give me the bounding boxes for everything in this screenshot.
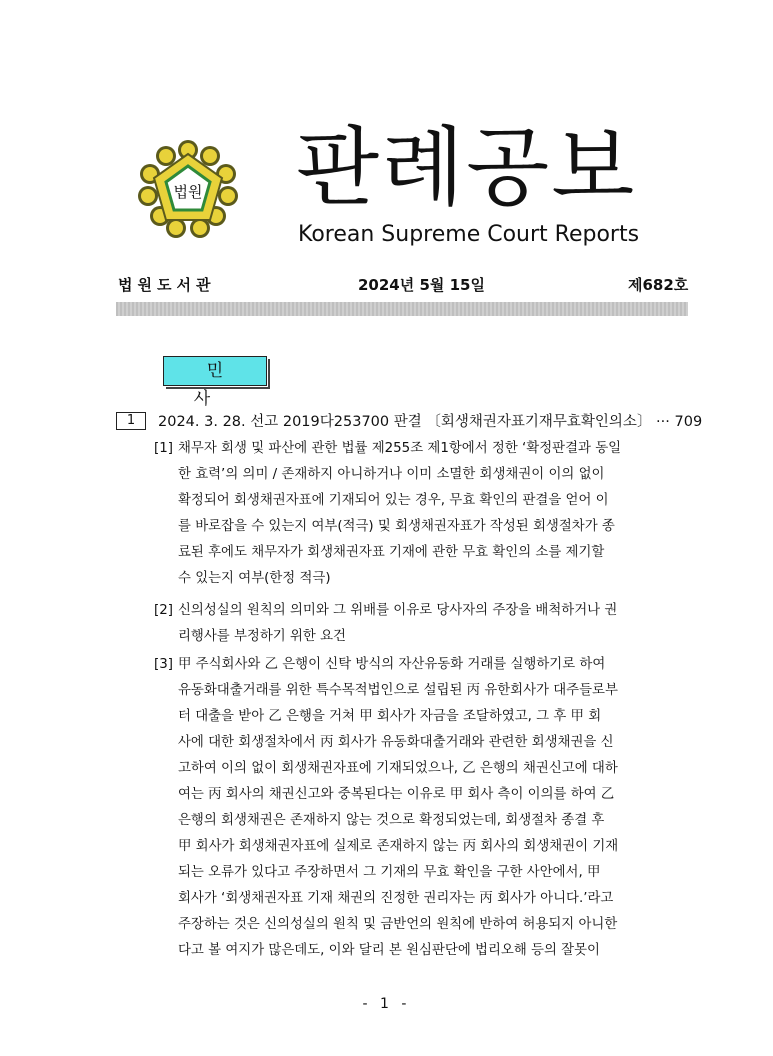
publication-date: 2024년 5월 15일 [358,276,485,294]
case-number-box: 1 [116,412,146,430]
issue-line: 甲 회사가 회생채권자표에 실제로 존재하지 않는 丙 회사의 회생채권이 기재 [178,839,619,854]
issue-line: 여는 丙 회사의 채권신고와 중복된다는 이유로 甲 회사 측이 이의를 하여 乙 [178,787,615,802]
issue-line: 유동화대출거래를 위한 특수목적법인으로 설립된 丙 유한회사가 대주들로부 [178,683,618,698]
issue-marker: [1] [154,441,173,456]
issue-line: 리행사를 부정하기 위한 요건 [178,629,346,644]
issue-line: 회사가 ‘회생채권자표 기재 채권의 진정한 권리자는 丙 회사가 아니다.’라고 [178,891,614,906]
issue-item-2 [154,598,694,650]
issue-number: 제682호 [628,276,689,294]
issue-line: 신의성실의 원칙의 의미와 그 위배를 이유로 당사자의 주장을 배척하거나 권 [178,603,618,618]
issue-line: 다고 볼 여지가 많은데도, 이와 달리 본 원심판단에 법리오해 등의 잘못이 [178,943,600,958]
publication-subtitle: Korean Supreme Court Reports [298,222,640,247]
issue-line: 되는 오류가 있다고 주장하면서 그 기재의 무효 확인을 구한 사안에서, 甲 [178,865,601,880]
issue-item-1 [154,436,694,592]
issue-line: 주장하는 것은 신의성실의 원칙 및 금반언의 원칙에 반하여 허용되지 아니한 [178,917,618,932]
emblem-text: 법원 [173,183,203,201]
issue-line: 료된 후에도 채무자가 회생채권자표 기재에 관한 무효 확인의 소를 제기할 [178,545,605,560]
issue-marker: [2] [154,603,173,618]
page-number: - 1 - [362,996,411,1012]
issue-line: 수 있는지 여부(한정 적극) [178,571,331,586]
issue-line: 터 대출을 받아 乙 은행을 거쳐 甲 회사가 자금을 조달하였고, 그 후 甲 회 [178,709,602,724]
publisher-name: 법원도서관 [118,276,216,294]
issue-item-3 [154,652,694,964]
header-divider-band [116,302,688,316]
issue-line: 확정되어 회생채권자표에 기재되어 있는 경우, 무효 확인의 판결을 얻어 이 [178,493,609,508]
issue-line: 고하여 이의 없이 회생채권자표에 기재되었으나, 乙 은행의 채권신고에 대하 [178,761,618,776]
issue-marker: [3] [154,657,173,672]
issue-line: 甲 주식회사와 乙 은행이 신탁 방식의 자산유동화 거래를 실행하기로 하여 [178,657,606,672]
publication-title: 판례공보 [296,118,637,218]
court-emblem-logo [136,140,240,238]
case-entry [116,410,703,434]
case-citation: 2024. 3. 28. 선고 2019다253700 판결 〔회생채권자표기재무효확인의소〕 ··· 709 [158,414,703,430]
issue-line: 사에 대한 회생절차에서 丙 회사가 유동화대출거래와 관련한 회생채권을 신 [178,735,614,750]
issue-line: 를 바로잡을 수 있는지 여부(적극) 및 회생채권자표가 작성된 회생절차가 종 [178,519,615,534]
issue-line: 채무자 회생 및 파산에 관한 법률 제255조 제1항에서 정한 ‘확정판결과 동일 [178,441,622,456]
issue-line: 은행의 회생채권은 존재하지 않는 것으로 확정되었는데, 회생절차 종결 후 [178,813,605,828]
issue-line: 한 효력’의 의미 / 존재하지 아니하거나 이미 소멸한 회생채권이 이의 없이 [178,467,605,482]
section-label: 민사 [163,356,267,386]
